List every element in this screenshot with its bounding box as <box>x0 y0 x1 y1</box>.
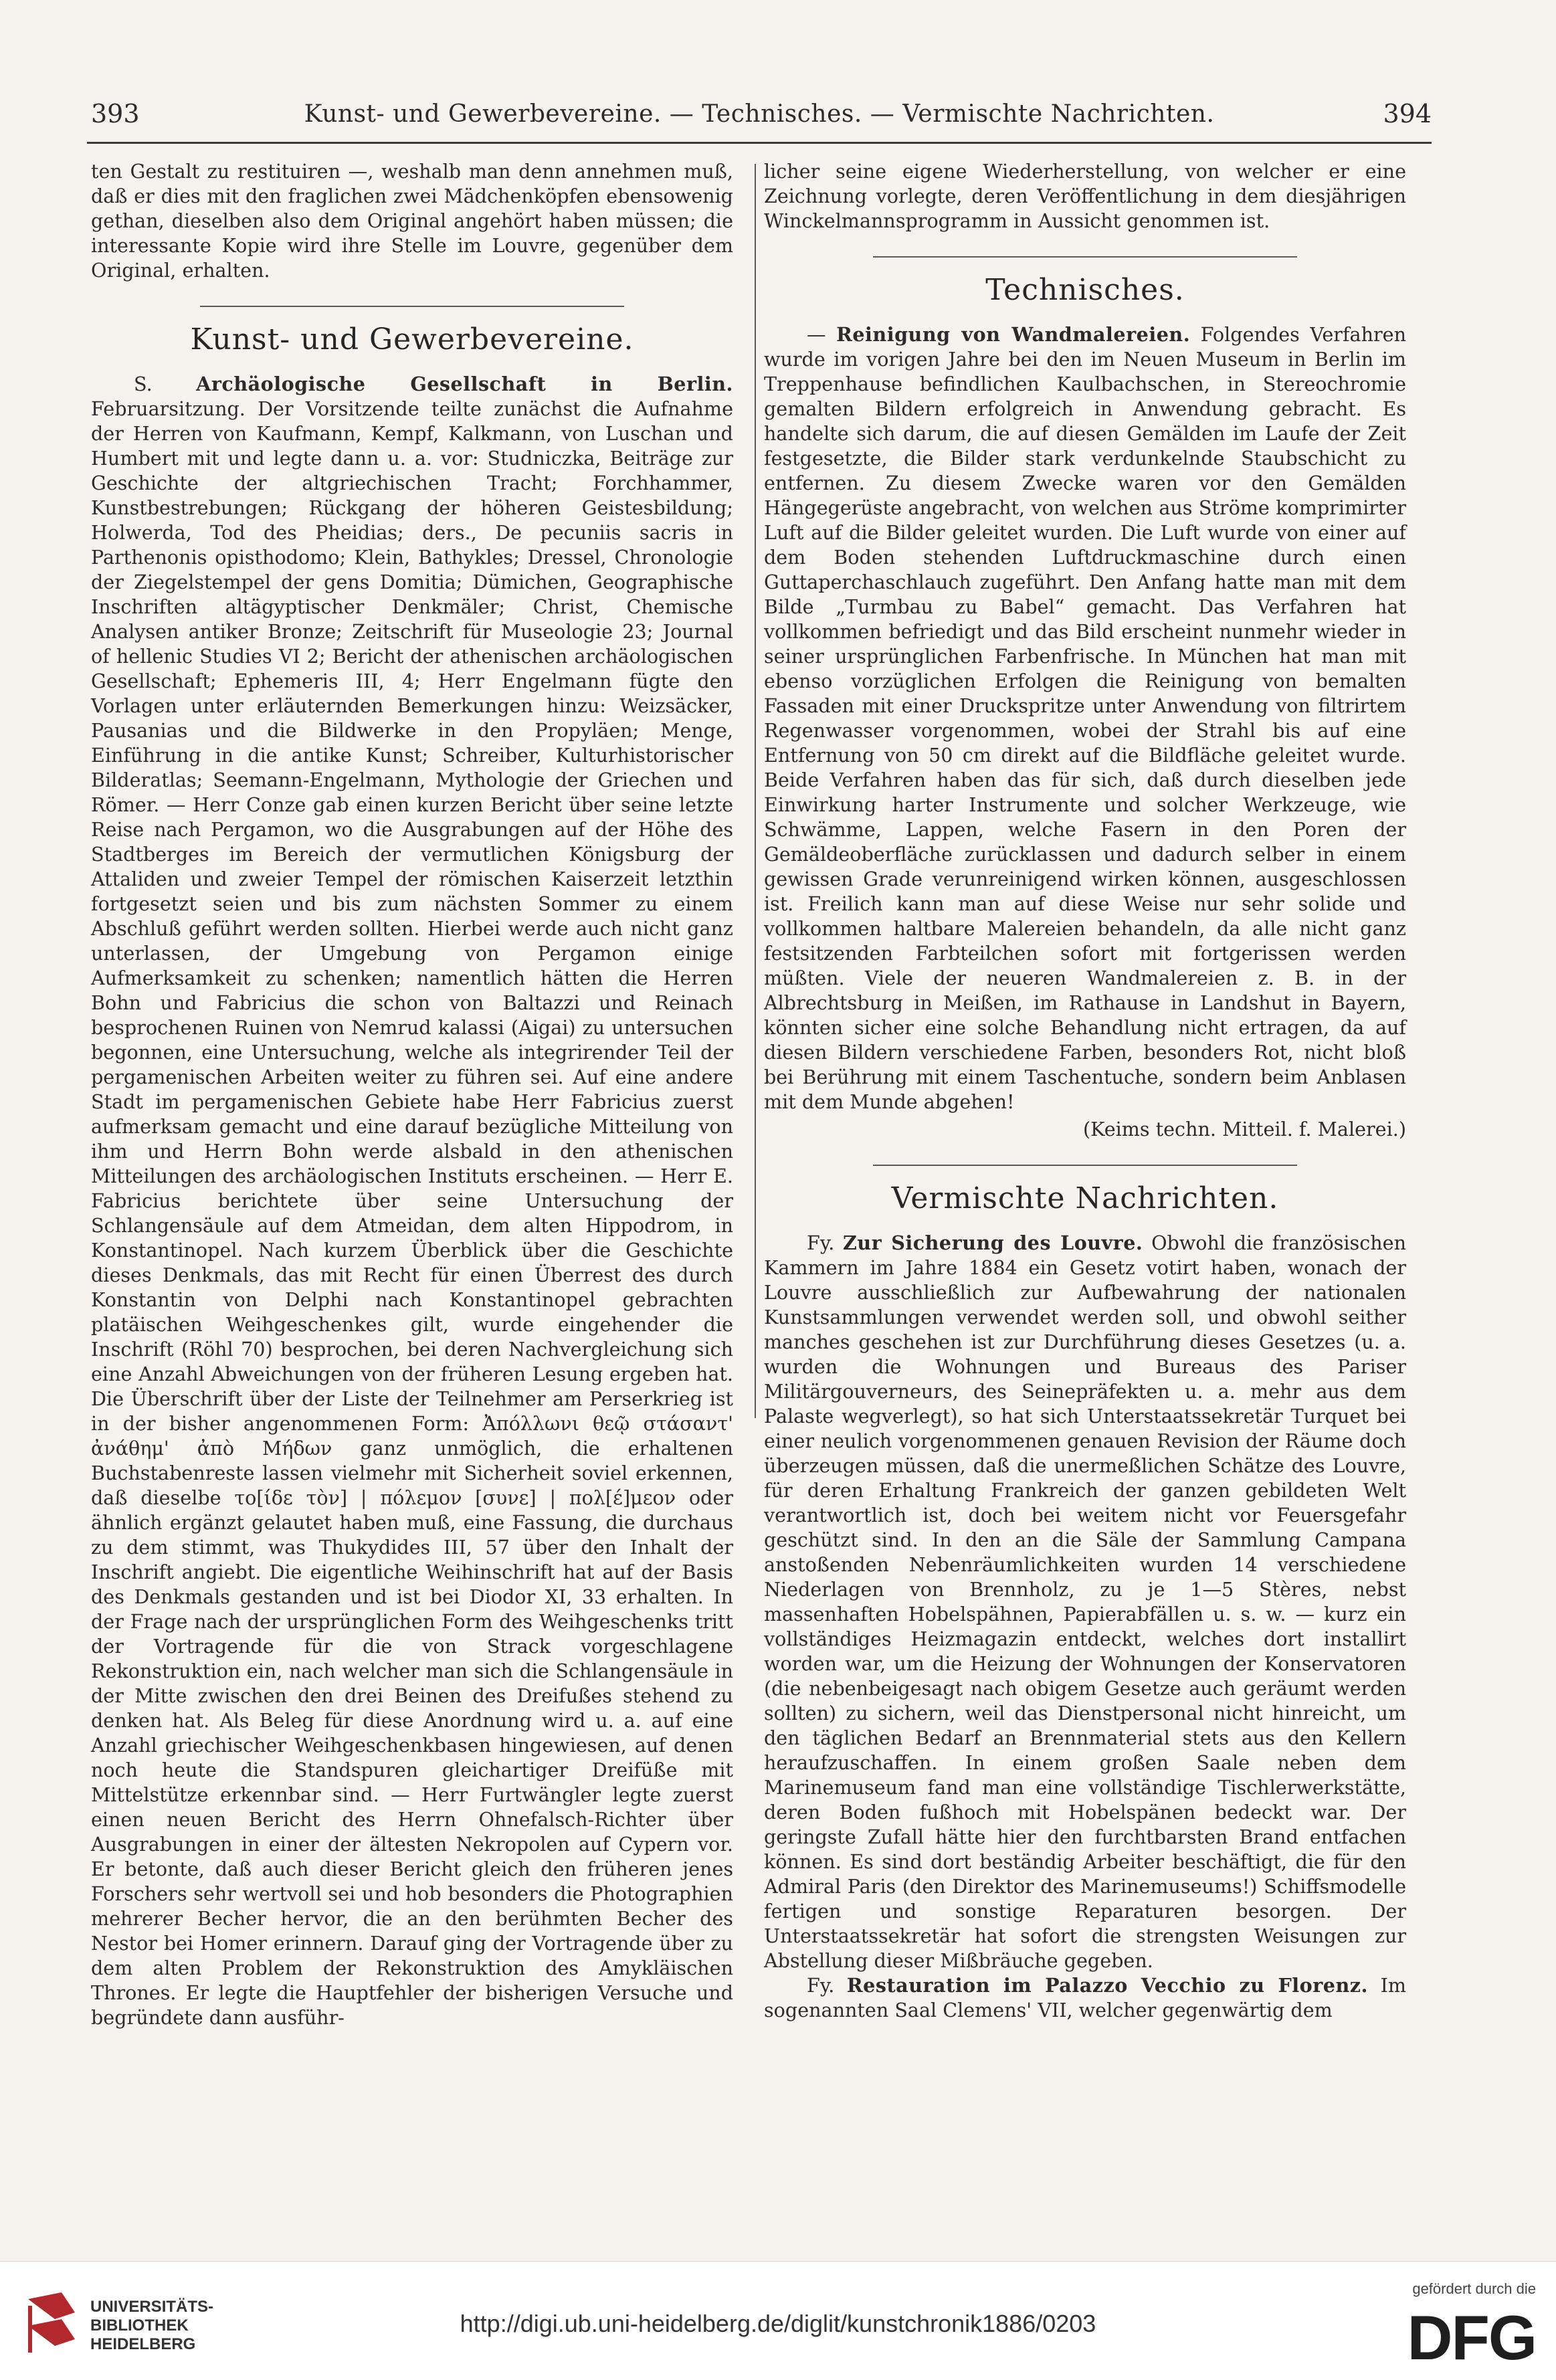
header-rule <box>87 142 1432 144</box>
left-column <box>91 159 733 2030</box>
permalink-url[interactable]: http://digi.ub.uni-heidelberg.de/diglit/kunstchronik1886/0203 <box>460 2310 1096 2337</box>
article-text: Obwohl die französischen Kammern im Jahre 1884 ein Gesetz votirt haben, wonach der Louvre ausschließlich zur Aufbewahrung der nationalen Kunstsammlungen verwendet werden soll, und obwohl seither manches geschehen ist zur Durchführung dieses Gesetzes (u. a. wurden die Wohnungen und Bureaus des Pariser Militärgouverneurs, des Seinepräfekten u. a. mehr aus dem Palaste wegverlegt), so hat sich Unterstaatssekretär Turquet bei einer neulich vorgenommenen genauen Revision der Räume doch überzeugen müssen, daß die unermeßlichen Schätze des Louvre, für deren Erhaltung Frankreich der ganzen gebildeten Welt verantwortlich ist, doch bei weitem nicht vor Feuersgefahr geschützt sind. In den an die Säle der Sammlung Campana anstoßenden Nebenräumlichkeiten wurden 14 verschiedene Niederlagen von Brennholz, zu je 1—5 Stères, nebst massenhaften Hobelspähnen, Papierabfällen u. s. w. — kurz ein vollständiges Heizmagazin entdeckt, welches dort installirt worden war, um die Heizung der Wohnungen der Konservatoren (die nebenbeigesagt nach obigem Gesetze auch geräumt werden sollten) zu sichern, weil das Dienstpersonal nicht hinreicht, um den täglichen Bedarf an Brennmaterial stets aus den Kellern heraufzuschaffen. In einem großen Saale neben dem Marinemuseum fand man eine vollständige Tischlerwerkstätte, deren Boden fußhoch mit Hobelspänen bedeckt war. Der geringste Zufall hätte hier den furchtbarsten Brand entfachen können. Es sind dort beständig Arbeiter beschäftigt, die für den Admiral Paris (den Direktor des Marinemuseums!) Schiffsmodelle fertigen und sonstige Reparaturen besorgen. Der Unterstaatssekretär hat sofort die strengsten Weisungen zur Abstellung dieser Mißbräuche gegeben. <box>764 1231 1406 1972</box>
section-heading-vermischte-nachrichten: Vermischte Nachrichten. <box>891 1181 1279 1215</box>
section-divider <box>200 306 624 307</box>
column-divider <box>755 164 756 1418</box>
section-heading-technisches: Technisches. <box>985 273 1185 307</box>
article-title: Reinigung von Wandmalereien. <box>836 323 1191 346</box>
running-head <box>87 99 1432 139</box>
right-intro-paragraph: licher seine eigene Wiederherstellung, von welcher er eine Zeichnung vorlegte, deren Veröffentlichung in dem diesjährigen Winckelmannsprogramm in Aussicht genommen ist. <box>764 160 1406 232</box>
page-number-left: 393 <box>91 99 140 128</box>
article-title: Restauration im Palazzo Vecchio zu Florenz. <box>846 1974 1368 1997</box>
article-title: Zur Sicherung des Louvre. <box>842 1231 1143 1254</box>
right-column <box>764 159 1406 2023</box>
article-text: Februarsitzung. Der Vorsitzende teilte zunächst die Aufnahme der Herren von Kaufmann, Kempf, Kalkmann, von Luschan und Humbert mit und legte dann u. a. vor: Studniczka, Beiträge zur Geschichte der altgriechischen Tracht; Forchhammer, Kunstbestrebungen; Rückgang der höheren Geistesbildung; Holwerda, Tod des Pheidias; ders., De pecuniis sacris in Parthenonis opisthodomo; Klein, Bathykles; Dressel, Chronologie der Ziegelstempel der gens Domitia; Dümichen, Geographische Inschriften altägyptischer Denkmäler; Christ, Chemische Analysen antiker Bronze; Zeitschrift für Museologie 23; Journal of hellenic Studies VI 2; Bericht der athenischen archäologischen Gesellschaft; Ephemeris III, 4; Herr Engelmann fügte den Vorlagen unter erläuternden Bemerkungen hinzu: Weizsäcker, Pausanias und die Bildwerke in den Propyläen; Menge, Einführung in die antike Kunst; Schreiber, Kulturhistorischer Bilderatlas; Seemann-Engelmann, Mythologie der Griechen und Römer. — Herr Conze gab einen kurzen Bericht über seine letzte Reise nach Pergamon, wo die Ausgrabungen auf der Höhe des Stadtberges im Bereich der vermutlichen Königsburg der Attaliden und zweier Tempel der römischen Kaiserzeit letzthin fortgesetzt seien und bis zum nächsten Sommer zu einem Abschluß geführt werden sollten. Hierbei werde auch nicht ganz unterlassen, der Umgebung von Pergamon einige Aufmerksamkeit zu schenken; namentlich hätten die Herren Bohn und Fabricius die schon von Baltazzi und Reinach besprochenen Ruinen von Nemrud kalassi (Aigai) zu untersuchen begonnen, eine Untersuchung, welche als integrirender Teil der pergamenischen Arbeiten weiter zu führen sei. Auf eine andere Stadt im pergamenischen Gebiete habe Herr Fabricius zuerst aufmerksam gemacht und eine darauf bezügliche Mitteilung von ihm und Herrn Bohn werde alsbald in den athenischen Mitteilungen des archäologischen Instituts erscheinen. — Herr E. Fabricius berichtete über seine Untersuchung der Schlangensäule auf dem Atmeidan, dem alten Hippodrom, in Konstantinopel. Nach kurzem Überblick über die Geschichte dieses Denkmals, das mit Recht für einen Überrest des durch Konstantin von Delphi nach Konstantinopel gebrachten platäischen Weihgeschenkes gilt, wurde eingehender die Inschrift (Röhl 70) besprochen, bei deren Nachvergleichung sich eine Anzahl Abweichungen von der früheren Lesung ergeben hat. Die Überschrift über der Liste der Teilnehmer am Perserkrieg ist in der bisher angenommenen Form: Ἀπόλλωνι θεῷ στάσαντ' ἀνάθημ' ἀπὸ Μήδων ganz unmöglich, die erhaltenen Buchstabenreste lassen vielmehr mit Sicherheit soviel erkennen, daß dieselbe το[ίδε τὸν] | πόλεμον [συνε] | πολ[έ]μεον oder ähnlich ergänzt gelautet haben muß, eine Fassung, die durchaus zu dem stimmt, was Thukydides III, 57 über den Inhalt der Inschrift angiebt. Die eigentliche Weihinschrift hat auf der Basis des Denkmals gestanden und ist bei Diodor XI, 33 erhalten. In der Frage nach der ursprünglichen Form des Weihgeschenks tritt der Vortragende für die von Strack vorgeschlagene Rekonstruktion ein, nach welcher man sich die Schlangensäule in der Mitte zwischen den drei Beinen des Dreifußes stehend zu denken hat. Als Beleg für diese Anordnung wird u. a. auf eine Anzahl griechischer Weihgeschenkbasen hingewiesen, auf denen noch heute die Standspuren gleichartiger Dreifüße mit Mittelstütze erkennbar sind. — Herr Furtwängler legte zuerst einen neuen Bericht des Herrn Ohnefalsch-Richter über Ausgrabungen in einer der ältesten Nekropolen auf Cypern vor. Er betonte, daß auch dieser Bericht gleich den früheren jenes Forschers sehr wertvoll sei und hob besonders die Photographien mehrerer Becher hervor, die an den berühmten Becher des Nestor bei Homer erinnern. Darauf ging der Vortragende über zu dem alten Problem der Rekonstruktion des Amykläischen Thrones. Er legte die Hauptfehler der bisherigen Versuche und begründete dann ausführ- <box>91 397 733 2029</box>
article-prefix: Fy. <box>807 1231 835 1254</box>
article-source: (Keims techn. Mitteil. f. Malerei.) <box>1082 1118 1406 1141</box>
section-divider <box>873 256 1297 258</box>
library-name-line-2: BIBLIOTHEK <box>90 2316 189 2335</box>
article-prefix: Fy. <box>807 1974 835 1997</box>
article-title: Archäologische Gesellschaft in Berlin. <box>196 373 734 395</box>
dfg-logo: DFG <box>1407 2302 1536 2373</box>
article-reinigung-von-wandmalereien: — Reinigung von Wandmalereien. Folgendes Verfahren wurde im vorigen Jahre bei den im Neuen Museum in Berlin im Treppenhause befindlichen Kaulbachschen, in Stereochromie gemalten Bildern erfolgreich in Anwendung gebracht. Es handelte sich darum, die auf diesen Gemälden im Laufe der Zeit festgesetzte, die Bilder stark verdunkelnde Staubschicht zu entfernen. Zu diesem Zwecke waren vor den Gemälden Hängegerüste angebracht, von welchen aus Ströme komprimirter Luft auf die Bilder geleitet wurden. Die Luft wurde von einer auf dem Boden stehenden Luftdruckmaschine durch einen Guttaperchaschlauch zugeführt. Den Anfang hatte man mit dem Bilde „Turmbau zu Babel“ gemacht. Das Verfahren hat vollkommen befriedigt und das Bild erscheint nunmehr wieder in seiner ursprünglichen Farbenfrische. In München hat man mit ebenso vorzüglichen Erfolgen die Reinigung von bemalten Fassaden mit einer Druckspritze unter Anwendung von filtrirtem Regenwasser vorgenommen, wobei der Strahl bis auf eine Entfernung von 50 cm direkt auf die Bildfläche geleitet wurde. Beide Verfahren haben das für sich, daß durch dieselben jede Einwirkung harter Instrumente und solcher Werkzeuge, wie Schwämme, Lappen, welche Fasern in den Poren der Gemäldeoberfläche zurücklassen und dadurch selber in einem gewissen Grade verunreinigend wirken können, ausgeschlossen ist. Freilich kann man auf diese Weise nur sehr solide und vollkommen haltbare Malereien behandeln, da alle nicht ganz festsitzenden Farbteilchen sofort mit fortgerissen werden müßten. Viele der neueren Wandmalereien z. B. in der Albrechtsburg in Meißen, im Rathause in Landshut in Bayern, könnten sicher eine solche Behandlung nicht ertragen, da auf diesen Bildern verschiedene Farben, besonders Rot, nicht bloß bei Berührung mit einem Taschentuche, sondern beim Anblasen mit dem Munde abgehen! <box>764 323 1406 1113</box>
library-name-line-3: HEIDELBERG <box>90 2335 196 2353</box>
section-heading-kunst-und-gewerbevereine: Kunst- und Gewerbevereine. <box>190 322 634 357</box>
funder-note: gefördert durch die <box>1412 2280 1536 2297</box>
article-restauration-palazzo-vecchio <box>764 1973 1406 2023</box>
left-intro-paragraph: ten Gestalt zu restituiren —, weshalb man denn annehmen muß, daß er dies mit den fraglichen zwei Mädchenköpfen ebensowenig gethan, dieselben also dem Original angehört haben müssen; die interessante Kopie wird ihre Stelle im Louvre, gegenüber dem Original, erhalten. <box>91 160 733 282</box>
article-archaeologische-gesellschaft <box>91 372 733 2030</box>
article-text: Im sogenannten Saal Clemens' VII, welcher gegenwärtig dem <box>764 1974 1406 2021</box>
article-sicherung-des-louvre <box>764 1231 1406 1973</box>
library-name-line-1: UNIVERSITÄTS- <box>90 2298 214 2316</box>
article-text: Folgendes Verfahren wurde im vorigen Jahre bei den im Neuen Museum in Berlin im Treppenhause befindlichen Kaulbachschen, in Stereochromie gemalten Bildern erfolgreich in Anwendung gebracht. Es handelte sich darum, die auf diesen Gemälden im Laufe der Zeit festgesetzte, die Bilder stark verdunkelnde Staubschicht zu entfernen. Zu diesem Zwecke waren vor den Gemälden Hängegerüste angebracht, von welchen aus Ströme komprimirter Luft auf die Bilder geleitet wurden. Die Luft wurde von einer auf dem Boden stehenden Luftdruckmaschine durch einen Guttaperchaschlauch zugeführt. Den Anfang hatte man mit dem Bilde „Turmbau zu Babel“ gemacht. Das Verfahren hat vollkommen befriedigt und das Bild erscheint nunmehr wieder in seiner ursprünglichen Farbenfrische. In München hat man mit ebenso vorzüglichen Erfolgen die Reinigung von bemalten Fassaden mit einer Druckspritze unter Anwendung von filtrirtem Regenwasser vorgenommen, wobei der Strahl bis auf eine Entfernung von 50 cm direkt auf die Bildfläche geleitet wurde. Beide Verfahren haben das für sich, daß durch dieselben jede Einwirkung harter Instrumente und solcher Werkzeuge, wie Schwämme, Lappen, welche Fasern in den Poren der Gemäldeoberfläche zurücklassen und dadurch selber in einem gewissen Grade verunreinigend wirken können, ausgeschlossen ist. Freilich kann man auf diese Weise nur sehr solide und vollkommen haltbare Malereien behandeln, da alle nicht ganz festsitzenden Farbteilchen sofort mit fortgerissen werden müßten. Viele der neueren Wandmalereien z. B. in der Albrechtsburg in Meißen, im Rathause in Landshut in Bayern, könnten sicher eine solche Behandlung nicht ertragen, da auf diesen Bildern verschiedene Farben, besonders Rot, nicht bloß bei Berührung mit einem Taschentuche, sondern beim Anblasen mit dem Munde abgehen! <box>764 323 1406 1113</box>
section-divider <box>873 1165 1297 1166</box>
page-number-right: 394 <box>1383 99 1432 128</box>
article-prefix: S. <box>134 373 153 395</box>
digitization-footer <box>0 2261 1556 2380</box>
running-title: Kunst- und Gewerbevereine. — Technisches. — Vermischte Nachrichten. <box>304 100 1215 128</box>
